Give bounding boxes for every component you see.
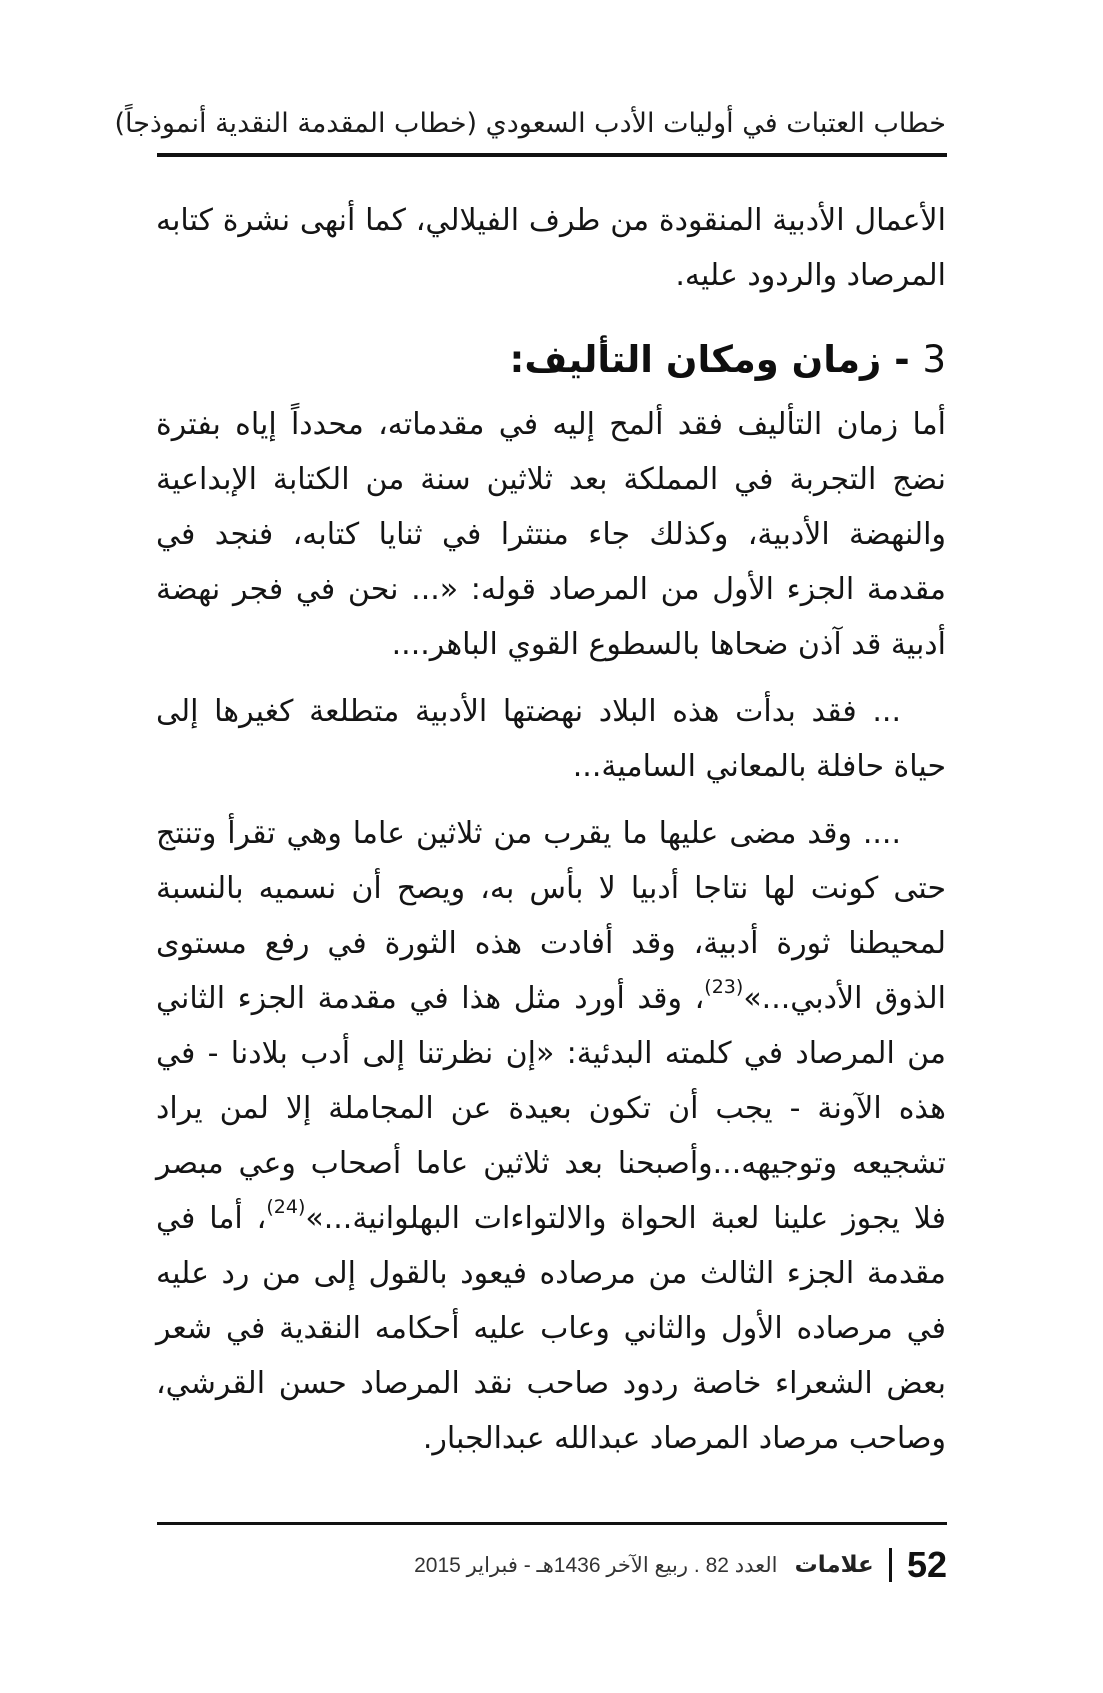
paragraph-1: أما زمان التأليف فقد ألمح إليه في مقدماته، محدداً إياه بفترة نضج التجربة في المملكة بعد ثلاثين سنة من الكتابة الإبداعية والنهضة الأدبية، وكذلك جاء منتثرا في ثنايا كتابه، فنجد في مقدمة الجزء الأول من المرصاد قوله: «... نحن في فجر نهضة أدبية قد آذن ضحاها بالسطوع القوي الباهر.... [156,407,946,662]
paragraph-3-part-2: ، وقد أورد مثل هذا في مقدمة الجزء الثاني من المرصاد في كلمته البدئية: «إن نظرتنا إلى أدب بلادنا - في هذه الآونة - يجب أن تكون بعيدة عن المجاملة إلا لمن يراد تشجيعه وتوجيهه...وأصبحنا بعد ثلاثين عاما أصحاب وعي مبصر فلا يجوز علينا لعبة الحواة والالتواءات البهلوانية...» [156,981,946,1236]
issue-info: العدد 82 . ربيع الآخر 1436هـ - فبراير 2015 [414,1553,778,1577]
running-header: خطاب العتبات في أوليات الأدب السعودي (خطاب المقدمة النقدية أنموذجاً) [114,108,946,139]
page-number: 52 [906,1544,947,1585]
header-rule [157,153,947,157]
section-dash: - [881,338,923,381]
section-number: 3 [922,338,946,381]
footnote-ref-24: (24) [266,1196,306,1218]
section-title: زمان ومكان التأليف: [509,338,882,381]
paragraph-3 [156,806,946,1466]
footer-divider [889,1548,892,1582]
paragraph-3-part-1: .... وقد مضى عليها ما يقرب من ثلاثين عاما وهي تقرأ وتنتج حتى كونت لها نتاجا أدبيا لا بأس به، ويصح أن نسميه بالنسبة لمحيطنا ثورة أدبية، وقد أفادت هذه الثورة في رفع مستوى الذوق الأدبي...» [156,816,946,1016]
intro-paragraph [156,193,946,303]
journal-name: علامات [794,1552,874,1578]
paragraph-3-part-3: ، أما في مقدمة الجزء الثالث من مرصاده فيعود بالقول إلى من رد عليه في مرصاده الأول والثاني وعاب عليه أحكامه النقدية في شعر بعض الشعراء خاصة ردود صاحب نقد المرصاد حسن القرشي، وصاحب مرصاد المرصاد عبدالله عبدالجبار. [156,1201,946,1456]
paragraph-2: ... فقد بدأت هذه البلاد نهضتها الأدبية متطلعة كغيرها إلى حياة حافلة بالمعاني السامية... [156,694,946,784]
footer-rule [157,1522,947,1525]
page-footer [157,1545,947,1585]
footnote-ref-23: (23) [704,976,744,998]
section-heading [156,335,946,385]
main-text [156,397,946,1466]
intro-text: الأعمال الأدبية المنقودة من طرف الفيلالي، كما أنهى نشرة كتابه المرصاد والردود عليه. [156,203,946,293]
